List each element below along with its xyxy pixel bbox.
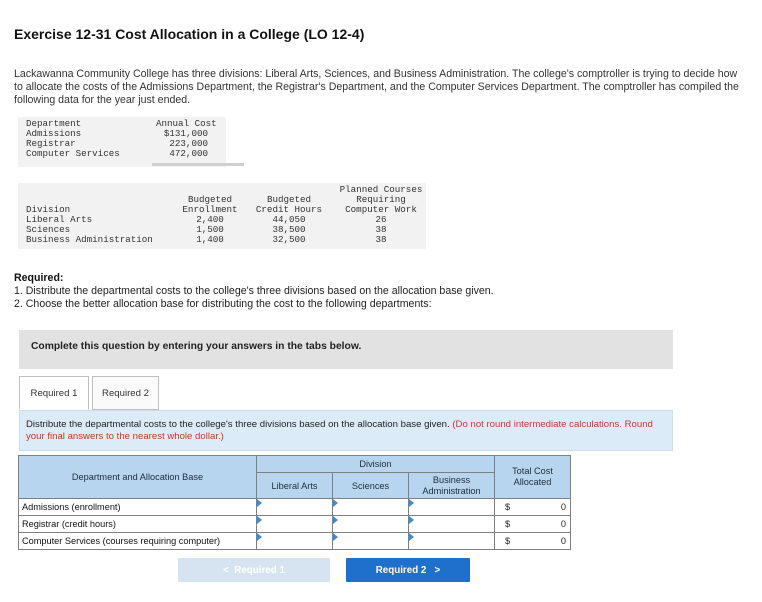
division-row-value: 44,050	[272, 214, 306, 225]
required-item-2: 2. Choose the better allocation base for distributing the cost to the following departments:	[14, 298, 432, 310]
input-flag-icon	[333, 499, 338, 507]
enroll-header-1: Budgeted	[187, 194, 233, 205]
business-header-line1: Business	[432, 474, 471, 485]
division-row-value: 38	[375, 224, 387, 235]
liberal-arts-input[interactable]	[257, 536, 332, 546]
division-row-label: Liberal Arts	[26, 214, 93, 225]
tab-required-2[interactable]: Required 2	[92, 376, 159, 410]
tab-instruction	[19, 410, 673, 451]
liberal-arts-header: Liberal Arts	[257, 473, 333, 499]
input-flag-icon	[409, 516, 414, 524]
prev-button-label: Required 1	[234, 564, 285, 576]
division-header: Division	[26, 204, 71, 215]
division-group-header: Division	[257, 456, 495, 473]
chevron-right-icon: >	[434, 564, 441, 576]
required-section	[14, 272, 494, 311]
liberal-arts-input-cell[interactable]	[257, 499, 333, 516]
sciences-input[interactable]	[333, 519, 408, 529]
total-header-line2: Allocated	[513, 477, 552, 487]
division-row-value: 38	[375, 234, 387, 245]
division-row-value: 32,500	[272, 234, 306, 245]
banner-text: Complete this question by entering your answers in the tabs below.	[31, 341, 362, 352]
business-admin-header	[409, 473, 495, 499]
cost-header: Annual Cost	[156, 118, 217, 129]
liberal-arts-input-cell[interactable]	[257, 533, 333, 550]
sciences-input-cell[interactable]	[333, 533, 409, 550]
prev-required-button[interactable]	[178, 558, 330, 582]
credit-header-2: Credit Hours	[255, 204, 323, 215]
chevron-left-icon: <	[223, 564, 229, 576]
sciences-input-cell[interactable]	[333, 499, 409, 516]
total-value: 0	[560, 519, 566, 529]
business-input[interactable]	[409, 536, 494, 546]
answer-row-label: Registrar (credit hours)	[19, 516, 257, 533]
total-value: 0	[560, 502, 566, 512]
credit-header-1: Budgeted	[266, 194, 312, 205]
sciences-input[interactable]	[333, 502, 408, 512]
division-row-value: 26	[375, 214, 387, 225]
dept-row-label: Admissions	[26, 128, 82, 139]
answer-row-label: Admissions (enrollment)	[19, 499, 257, 516]
total-header-line1: Total Cost	[512, 466, 553, 476]
required-heading: Required:	[14, 272, 64, 284]
enroll-header-2: Enrollment	[182, 204, 238, 215]
courses-header-1: Planned Courses	[339, 184, 423, 195]
input-flag-icon	[257, 533, 262, 541]
dept-row-value: $131,000	[163, 128, 208, 139]
total-cell	[495, 516, 571, 533]
answer-row-label: Computer Services (courses requiring computer)	[19, 533, 257, 550]
total-cost-header	[495, 456, 571, 499]
courses-header-2: Requiring	[356, 194, 406, 205]
problem-intro: Lackawanna Community College has three divisions: Liberal Arts, Sciences, and Business Administration. The college's comptroller is trying to decide how to allocate the costs of the Admissions Department, the Registrar's Department, and the Computer Services Department. The comptroller has compiled the following data for the year just ended.	[14, 68, 739, 106]
department-cost-table	[18, 117, 226, 167]
business-input-cell[interactable]	[409, 533, 495, 550]
allocation-answer-table	[18, 455, 571, 550]
sciences-input[interactable]	[333, 536, 408, 546]
input-flag-icon	[333, 533, 338, 541]
table-divider	[152, 163, 244, 166]
required-item-1: 1. Distribute the departmental costs to the college's three divisions based on the allocation base given.	[14, 285, 494, 297]
division-row-value: 2,400	[196, 214, 224, 225]
division-row-label: Sciences	[26, 224, 71, 235]
business-input[interactable]	[409, 519, 494, 529]
input-flag-icon	[333, 516, 338, 524]
dept-allocation-header: Department and Allocation Base	[19, 456, 257, 499]
sciences-input-cell[interactable]	[333, 516, 409, 533]
input-flag-icon	[257, 499, 262, 507]
division-data-table	[18, 183, 426, 249]
courses-header-3: Computer Work	[345, 204, 417, 215]
input-flag-icon	[257, 516, 262, 524]
page-title: Exercise 12-31 Cost Allocation in a College (LO 12-4)	[14, 26, 365, 42]
business-input-cell[interactable]	[409, 499, 495, 516]
division-row-value: 38,500	[272, 224, 306, 235]
liberal-arts-input-cell[interactable]	[257, 516, 333, 533]
liberal-arts-input[interactable]	[257, 519, 332, 529]
dollar-sign: $	[505, 536, 511, 546]
total-cell	[495, 499, 571, 516]
instruction-banner	[19, 330, 673, 369]
next-button-label: Required 2	[375, 564, 427, 576]
liberal-arts-input[interactable]	[257, 502, 332, 512]
division-row-label: Business Administration	[26, 234, 153, 245]
dollar-sign: $	[505, 502, 511, 512]
tab-required-1[interactable]: Required 1	[19, 376, 89, 410]
dept-row-value: 472,000	[169, 148, 208, 159]
business-input[interactable]	[409, 502, 494, 512]
dept-row-value: 223,000	[169, 138, 208, 149]
dept-row-label: Registrar	[26, 138, 76, 149]
dept-row-label: Computer Services	[26, 148, 120, 159]
dept-header: Department	[26, 118, 82, 129]
dollar-sign: $	[505, 519, 511, 529]
instruction-text: Distribute the departmental costs to the college's three divisions based on the allocation base given.	[26, 419, 450, 430]
business-header-line2: Administration	[422, 485, 481, 496]
instruction-note: (Do not round intermediate calculations. Round your final answers to the nearest whole dollar.)	[26, 419, 653, 442]
total-cell	[495, 533, 571, 550]
division-row-value: 1,500	[196, 224, 224, 235]
sciences-header: Sciences	[333, 473, 409, 499]
business-input-cell[interactable]	[409, 516, 495, 533]
total-value: 0	[560, 536, 566, 546]
next-required-button[interactable]	[346, 558, 470, 582]
input-flag-icon	[409, 533, 414, 541]
input-flag-icon	[409, 499, 414, 507]
division-row-value: 1,400	[196, 234, 224, 245]
